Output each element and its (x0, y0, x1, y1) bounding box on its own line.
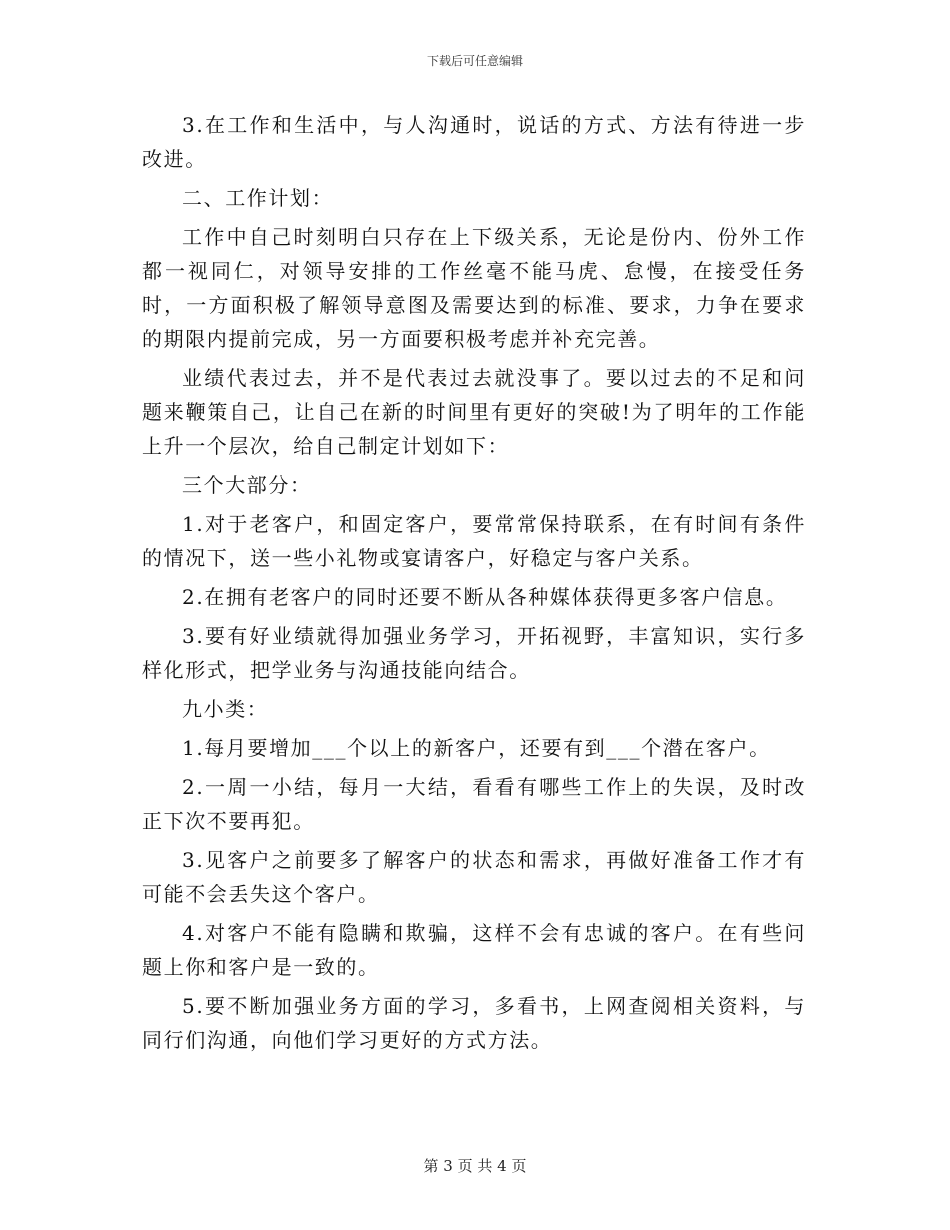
list-item: 5.要不断加强业务方面的学习，多看书，上网查阅相关资料，与同行们沟通，向他们学习更好的方式方法。 (142, 994, 806, 1052)
list-item: 1.对于老客户，和固定客户，要常常保持联系，在有时间有条件的情况下，送一些小礼物或宴请客户，好稳定与客户关系。 (142, 512, 806, 570)
subsection-heading: 三个大部分： (182, 473, 312, 497)
section-heading: 二、工作计划： (182, 186, 334, 210)
page-footer: 第 3 页 共 4 页 (423, 1157, 527, 1175)
paragraph: 业绩代表过去，并不是代表过去就没事了。要以过去的不足和问题来鞭策自己，让自己在新的时间里有更好的突破!为了明年的工作能上升一个层次，给自己制定计划如下： (142, 366, 806, 458)
page-header: 下载后可任意编辑 (426, 54, 523, 68)
list-item: 2.在拥有老客户的同时还要不断从各种媒体获得更多客户信息。 (182, 585, 788, 609)
document-body (142, 108, 806, 1062)
paragraph: 工作中自己时刻明白只存在上下级关系，无论是份内、份外工作都一视同仁，对领导安排的工作丝毫不能马虎、怠慢，在接受任务时，一方面积极了解领导意图及需要达到的标准、要求，力争在要求的期限内提前完成，另一方面要积极考虑并补充完善。 (142, 225, 806, 351)
subsection-heading: 九小类： (182, 697, 269, 721)
paragraph: 3.在工作和生活中，与人沟通时，说话的方式、方法有待进一步改进。 (142, 113, 806, 171)
list-item: 1.每月要增加___个以上的新客户，还要有到___个潜在客户。 (182, 736, 771, 760)
list-item: 3.要有好业绩就得加强业务学习，开拓视野，丰富知识，实行多样化形式，把学业务与沟通技能向结合。 (142, 624, 806, 682)
list-item: 4.对客户不能有隐瞒和欺骗，这样不会有忠诚的客户。在有些问题上你和客户是一致的。 (142, 921, 806, 979)
list-item: 3.见客户之前要多了解客户的状态和需求，再做好准备工作才有可能不会丢失这个客户。 (142, 848, 806, 906)
list-item: 2.一周一小结，每月一大结，看看有哪些工作上的失误，及时改正下次不要再犯。 (142, 775, 806, 833)
